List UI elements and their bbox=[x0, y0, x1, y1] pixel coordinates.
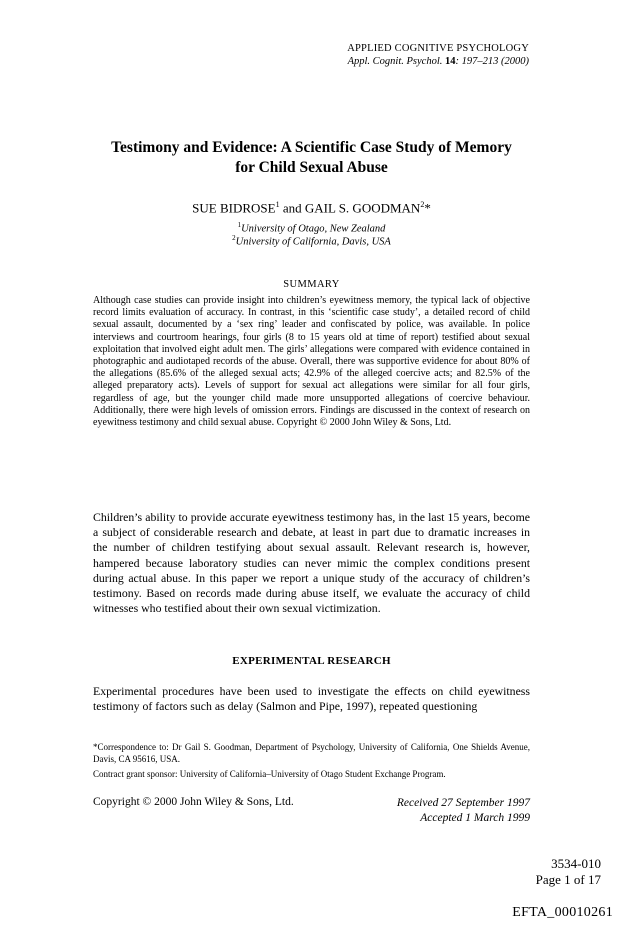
article-title-line-2: for Child Sexual Abuse bbox=[235, 159, 388, 176]
author-2-affil-sup: 2 bbox=[420, 200, 425, 209]
experimental-paragraph: Experimental procedures have been used to investigate the effects on child eyewitness testimony of factors such as delay (Salmon and Pipe, 1997), repeated questioning bbox=[93, 684, 530, 714]
affiliation-2 bbox=[93, 234, 530, 248]
article-title-line-1: Testimony and Evidence: A Scientific Case Study of Memory bbox=[111, 139, 512, 156]
journal-abbrev: Appl. Cognit. Psychol. bbox=[347, 56, 443, 67]
author-1: SUE BIDROSE bbox=[192, 200, 276, 216]
summary-paragraph: Although case studies can provide insight into children’s eyewitness memory, the typical lack of objective record limits evaluation of accuracy. In contrast, in this ‘scientific case study’, a detailed record of child sexual assault, documented by a ‘sex ring’ leader and confiscated by police, was available. In police interviews and courtroom hearings, four girls (8 to 15 years old at time of report) testified about sexual exploitation that involved eight adult men. The girls’ allegations were compared with evidence contained in photographic and audiotaped records of the abuse. Overall, there was supportive evidence for about 80% of the allegations (85.6% of the alleged sexual acts; 42.9% of the alleged coercive acts; and 82.5% of the alleged preparatory acts). Levels of support for sexual act allegations were similar for all four girls, regardless of age, but the younger child made more unsupported allegations of coercive behaviour. Additionally, there were high levels of omission errors. Findings are discussed in the context of research on eyewitness testimony and child sexual abuse. Copyright © 2000 John Wiley & Sons, Ltd. bbox=[93, 295, 530, 429]
author-1-affil-sup: 1 bbox=[275, 200, 280, 209]
grant-footnote: Contract grant sponsor: University of California–University of Otago Student Exchange Program. bbox=[93, 769, 446, 779]
corresponding-mark: * bbox=[424, 200, 431, 216]
journal-volume: 14 bbox=[445, 56, 456, 67]
document-stamp bbox=[536, 856, 601, 888]
received-date: Received 27 September 1997 bbox=[396, 797, 530, 809]
author-conjunction: and bbox=[279, 200, 305, 216]
journal-name: APPLIED COGNITIVE PSYCHOLOGY bbox=[347, 43, 529, 54]
bates-number: EFTA_00010261 bbox=[512, 905, 613, 920]
summary-heading: SUMMARY bbox=[283, 279, 340, 290]
copyright-line: Copyright © 2000 John Wiley & Sons, Ltd. bbox=[93, 796, 294, 808]
affiliation-2-sup: 2 bbox=[232, 234, 236, 242]
page-indicator: Page 1 of 17 bbox=[535, 872, 601, 887]
article-title bbox=[93, 138, 530, 178]
affiliation-1 bbox=[93, 221, 530, 235]
correspondence-footnote: *Correspondence to: Dr Gail S. Goodman, Department of Psychology, University of California, One Shields Avenue, Davis, CA 95616, USA. bbox=[93, 742, 530, 764]
received-dates bbox=[397, 796, 530, 825]
intro-paragraph: Children’s ability to provide accurate eyewitness testimony has, in the last 15 years, become a subject of considerable research and debate, at least in part due to dramatic increases in the number of children testifying about sexual assault. Relevant research is, however, hampered because laboratory studies can never mimic the complex conditions present during actual abuse. In this paper we report a unique study of the accuracy of children’s testimony. Based on records made during abuse itself, we evaluate the accuracy of child witnesses who testified about their own sexual victimization. bbox=[93, 510, 530, 616]
author-line bbox=[93, 200, 530, 216]
document-number: 3534-010 bbox=[551, 856, 601, 871]
affiliation-1-text: University of Otago, New Zealand bbox=[241, 223, 386, 235]
affiliation-2-text: University of California, Davis, USA bbox=[235, 236, 391, 248]
section-heading-experimental: EXPERIMENTAL RESEARCH bbox=[232, 655, 391, 667]
author-2: GAIL S. GOODMAN bbox=[304, 200, 421, 216]
journal-pages-year: : 197–213 (2000) bbox=[455, 56, 529, 67]
journal-citation bbox=[348, 56, 529, 67]
accepted-date: Accepted 1 March 1999 bbox=[420, 811, 530, 824]
affiliation-1-sup: 1 bbox=[237, 221, 242, 229]
